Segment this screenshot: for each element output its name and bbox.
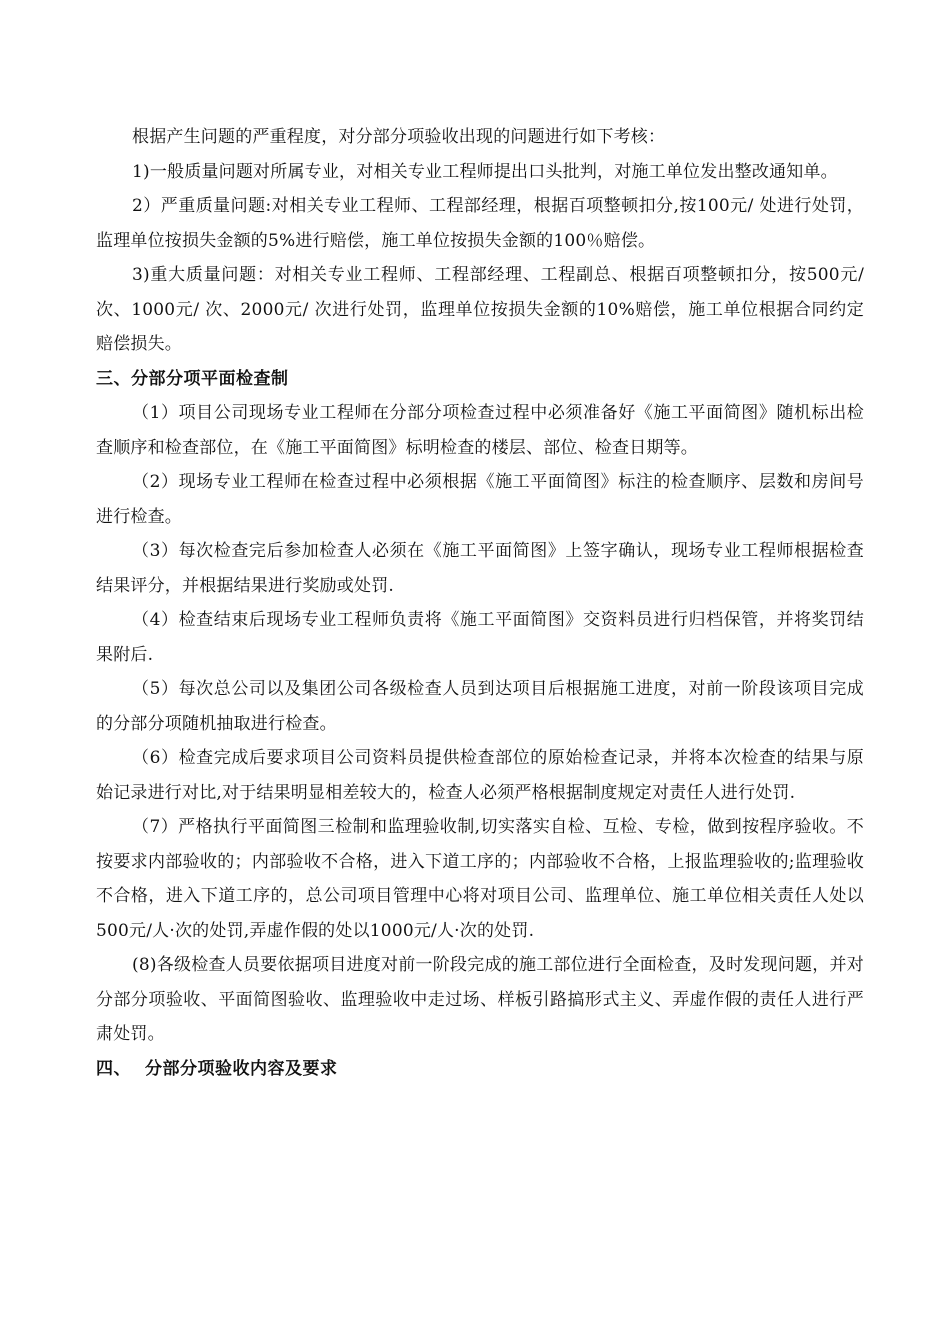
section-3-item-1: （1）项目公司现场专业工程师在分部分项检查过程中必须准备好《施工平面简图》随机标出检查顺序和检查部位，在《施工平面简图》标明检查的楼层、部位、检查日期等。 [96, 403, 864, 458]
section-3-item-8: (8)各级检查人员要依据项目进度对前一阶段完成的施工部位进行全面检查，及时发现问题，并对分部分项验收、平面简图验收、监理验收中走过场、样板引路搞形式主义、弄虚作假的责任人进行严肃处罚。 [96, 955, 864, 1044]
section-4-number: 四、 [96, 1058, 131, 1079]
section-3-item-5: （5）每次总公司以及集团公司各级检查人员到达项目后根据施工进度，对前一阶段该项目完成的分部分项随机抽取进行检查。 [96, 679, 864, 734]
document-page [96, 120, 864, 1086]
section-3-heading: 三、分部分项平面检查制 [96, 368, 289, 389]
section-3-item-6: （6）检查完成后要求项目公司资料员提供检查部位的原始检查记录，并将本次检查的结果与原始记录进行对比,对于结果明显相差较大的，检查人必须严格根据制度规定对责任人进行处罚. [96, 748, 864, 803]
section-3-item-4: （4）检查结束后现场专业工程师负责将《施工平面简图》交资料员进行归档保管，并将奖罚结果附后. [96, 610, 864, 665]
section-3-item-3: （3）每次检查完后参加检查人必须在《施工平面简图》上签字确认，现场专业工程师根据检查结果评分，并根据结果进行奖励或处罚. [96, 541, 864, 596]
penalty-major: 3)重大质量问题：对相关专业工程师、工程部经理、工程副总、根据百项整顿扣分，按500元/ 次、1000元/ 次、2000元/ 次进行处罚，监理单位按损失金额的10%赔偿，施工单位根据合同约定赔偿损失。 [96, 265, 864, 354]
penalty-general: 1)一般质量问题对所属专业，对相关专业工程师提出口头批判，对施工单位发出整改通知单。 [132, 161, 838, 182]
penalty-serious: 2）严重质量问题:对相关专业工程师、工程部经理，根据百项整顿扣分,按100元/ 处进行处罚，监理单位按损失金额的5%进行赔偿，施工单位按损失金额的100％赔偿。 [96, 196, 864, 251]
section-4-title: 分部分项验收内容及要求 [145, 1058, 338, 1079]
section-3-item-7: （7）严格执行平面简图三检制和监理验收制,切实落实自检、互检、专检，做到按程序验收。不按要求内部验收的；内部验收不合格，进入下道工序的；内部验收不合格，上报监理验收的;监理验收不合格，进入下道工序的，总公司项目管理中心将对项目公司、监理单位、施工单位相关责任人处以500元/人·次的处罚,弄虚作假的处以1000元/人·次的处罚. [96, 817, 864, 941]
intro-paragraph: 根据产生问题的严重程度，对分部分项验收出现的问题进行如下考核： [132, 127, 666, 147]
section-4-heading [96, 1052, 864, 1087]
section-3-item-2: （2）现场专业工程师在检查过程中必须根据《施工平面简图》标注的检查顺序、层数和房间号进行检查。 [96, 472, 864, 527]
